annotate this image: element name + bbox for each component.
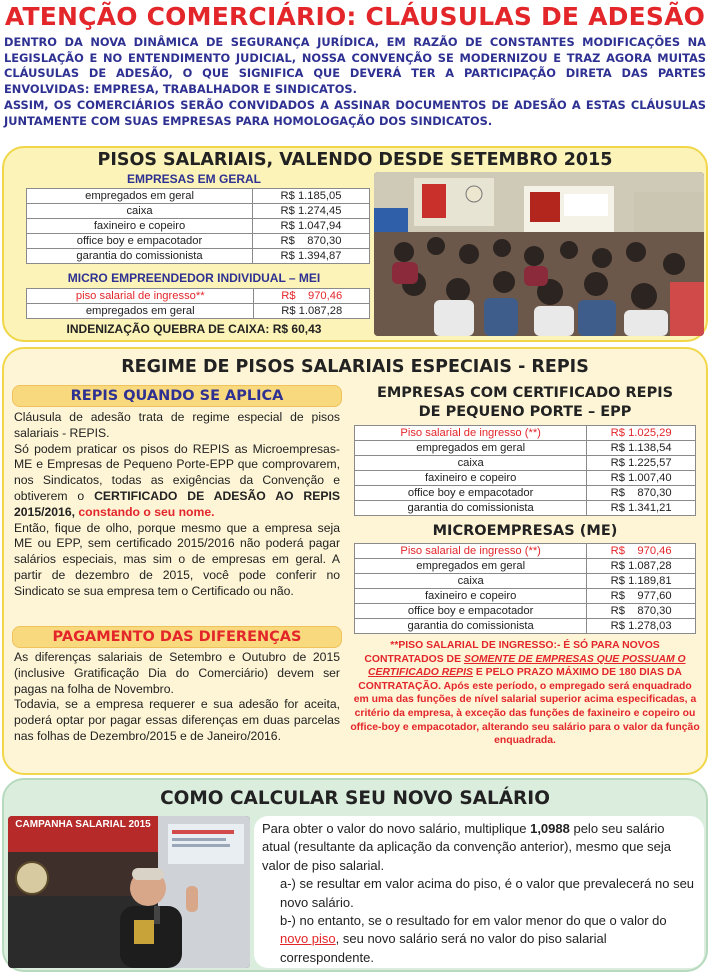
repis-constando: constando o seu nome. [75, 504, 215, 519]
calculo-title: COMO CALCULAR SEU NOVO SALÁRIO [160, 788, 550, 809]
table-row [27, 219, 370, 234]
calculo-text-part: , seu novo salário será no valor do piso salarial correspondente. [280, 931, 607, 965]
assembly-photo-illustration [374, 172, 704, 336]
intro-text [4, 35, 706, 129]
row-value: R$ 1.007,40 [587, 471, 696, 486]
pagamento-heading-text: PAGAMENTO DAS DIFERENÇAS [52, 629, 302, 645]
row-value: R$ 970,46 [587, 544, 696, 559]
note-part: E PELO PRAZO MÁXIMO DE 180 DIAS DA CONTRATAÇÃO. Após este período, o empregado será enquadrado em uma das funções de nível salarial superior acima especificadas, a critério da empresa, à exceção das funções de faxineiro e copeiro ou office-boy e empacotador, alterando seu salário para o valor da função enquadrada. [350, 667, 700, 747]
row-label: empregados em geral [27, 189, 253, 204]
calculo-paragraph [262, 820, 696, 875]
row-value: R$ 1.087,28 [254, 304, 370, 319]
row-label: faxineiro e copeiro [27, 219, 253, 234]
table-row [355, 604, 696, 619]
row-label: garantia do comissionista [355, 619, 587, 634]
row-label: Piso salarial de ingresso (**) [355, 426, 587, 441]
row-value: R$ 1.185,05 [253, 189, 370, 204]
repis-paragraph: Então, fique de olho, porque mesmo que a empresa seja ME ou EPP, sem certificado 2015/2016 não poderá pagar salários especiais, mas sim o de empresas em geral. A partir de dezembro de 2015, você pode conferir no Sindicato se sua empresa tem o Certificado ou não. [14, 520, 340, 598]
table-row [27, 234, 370, 249]
table-row [27, 304, 370, 319]
row-value: R$ 1.087,28 [587, 559, 696, 574]
table-row [355, 426, 696, 441]
page-title: ATENÇÃO COMERCIÁRIO: CLÁUSULAS DE ADESÃO [4, 2, 706, 31]
calculo-text [254, 816, 704, 968]
row-value: R$ 870,30 [587, 604, 696, 619]
calculo-text-part: pelo seu salário atual (resultante da aplicação da convenção anterior), mesmo que seja valor de piso salarial. [262, 821, 672, 873]
table-row [355, 486, 696, 501]
row-value: R$ 977,60 [587, 589, 696, 604]
row-value: R$ 1.394,87 [253, 249, 370, 264]
row-label: caixa [27, 204, 253, 219]
pagamento-heading [12, 626, 342, 648]
repis-title: REGIME DE PISOS SALARIAIS ESPECIAIS - REPIS [121, 357, 589, 377]
row-label: empregados em geral [355, 441, 587, 456]
pisos-title: PISOS SALARIAIS, VALENDO DESDE SETEMBRO 2015 [97, 150, 613, 170]
assembly-photo [374, 172, 704, 336]
note-part: **PISO SALARIAL DE INGRESSO:- É SÓ PARA NOVOS CONTRATADOS DE [364, 640, 660, 665]
row-value: R$ 1.025,29 [587, 426, 696, 441]
calculo-text-part: Para obter o valor do novo salário, multiplique [262, 821, 531, 836]
note-underlined: SOMENTE DE EMPRESAS QUE POSSUAM O CERTIFICADO REPIS [368, 653, 686, 679]
table-row [355, 441, 696, 456]
row-label: office boy e empacotador [355, 486, 587, 501]
row-label: garantia do comissionista [27, 249, 253, 264]
epp-heading-line: EMPRESAS COM CERTIFICADO REPIS [376, 385, 674, 401]
table-row [355, 559, 696, 574]
row-label: office boy e empacotador [27, 234, 253, 249]
repis-certificado: CERTIFICADO DE ADESÃO AO REPIS 2015/2016, [14, 488, 340, 519]
campanha-photo-illustration [8, 816, 250, 968]
row-label: Piso salarial de ingresso (**) [355, 544, 587, 559]
pagamento-text [14, 650, 340, 745]
repis-aplica-heading-text: REPIS QUANDO SE APLICA [70, 388, 284, 404]
row-label: faxineiro e copeiro [355, 589, 587, 604]
repis-paragraph: Cláusula de adesão trata de regime especial de pisos salariais - REPIS. [14, 410, 340, 440]
pagamento-paragraph: Todavia, se a empresa requerer e sua adesão for aceita, poderá optar por pagar essas diferenças em duas parcelas nas folhas de Dezembro/2015 e de Janeiro/2016. [14, 697, 340, 743]
row-value: R$ 1.341,21 [587, 501, 696, 516]
piso-ingresso-note [350, 639, 700, 748]
table-row [355, 501, 696, 516]
mei-heading: MICRO EMPREENDEDOR INDIVIDUAL – MEI [67, 271, 321, 285]
calculo-factor: 1,0988 [530, 821, 570, 836]
row-value: R$ 870,30 [587, 486, 696, 501]
table-row [355, 471, 696, 486]
table-row [355, 544, 696, 559]
row-label: garantia do comissionista [355, 501, 587, 516]
row-label: empregados em geral [355, 559, 587, 574]
epp-table [354, 425, 696, 516]
campanha-photo [8, 816, 250, 968]
campanha-banner-text: CAMPANHA SALARIAL 2015 [15, 819, 151, 830]
row-value: R$ 970,46 [254, 289, 370, 304]
epp-heading-line: DE PEQUENO PORTE – EPP [418, 404, 632, 420]
calculo-paragraph [262, 912, 696, 967]
row-value: R$ 1.189,81 [587, 574, 696, 589]
row-value: R$ 1.274,45 [253, 204, 370, 219]
row-label: piso salarial de ingresso** [27, 289, 254, 304]
row-value: R$ 1.278,03 [587, 619, 696, 634]
indenizacao-quebra-caixa: INDENIZAÇÃO QUEBRA DE CAIXA: R$ 60,43 [66, 322, 322, 336]
row-label: caixa [355, 574, 587, 589]
calculo-text-part: b-) no entanto, se o resultado for em valor menor do que o valor do [280, 913, 667, 929]
table-row [355, 456, 696, 471]
table-row [27, 289, 370, 304]
calculo-paragraph: a-) se resultar em valor acima do piso, é o valor que prevalecerá no seu novo salário. [280, 876, 695, 910]
empresas-geral-table [26, 188, 370, 264]
row-label: office boy e empacotador [355, 604, 587, 619]
epp-heading [350, 384, 700, 422]
row-value: R$ 1.047,94 [253, 219, 370, 234]
row-value: R$ 1.225,57 [587, 456, 696, 471]
repis-aplica-heading [12, 385, 342, 407]
repis-p2-text: Só podem praticar os pisos do REPIS as Microempresas-ME e Empresas de Pequeno Porte-EPP que comprovarem, nos Sindicatos, todas as exigências da Convenção e obtiverem o [14, 441, 340, 503]
intro-paragraph: ASSIM, OS COMERCIÁRIOS SERÃO CONVIDADOS A ASSINAR DOCUMENTOS DE ADESÃO A ESTAS CLÁUSULAS JUNTAMENTE COM SUAS EMPRESAS PARA HOMOLOGAÇÃO DOS SINDICATOS. [4, 97, 706, 128]
pagamento-paragraph: As diferenças salariais de Setembro e Outubro de 2015 (inclusive Gratificação Dia do Comerciário) devem ser pagas na folha de Novembro. [14, 650, 340, 696]
mei-table [26, 288, 370, 319]
table-row [355, 574, 696, 589]
table-row [27, 189, 370, 204]
repis-paragraph [14, 442, 340, 521]
repis-aplica-text [14, 410, 340, 600]
table-row [27, 249, 370, 264]
me-table [354, 543, 696, 634]
row-label: caixa [355, 456, 587, 471]
intro-paragraph: DENTRO DA NOVA DINÂMICA DE SEGURANÇA JURÍDICA, EM RAZÃO DE CONSTANTES MODIFICAÇÕES NA LEGISLAÇÃO E NO ENTENDIMENTO JUDICIAL, NOSSA CONVENÇÃO SE MODERNIZOU E TRAZ AGORA MUITAS CLÁUSULAS DE ADESÃO, O QUE SIGNIFICA QUE DEVERÁ TER A PARTICIPAÇÃO DIRETA DAS PARTES ENVOLVIDAS: EMPRESA, TRABALHADOR E SINDICATOS. [4, 35, 706, 97]
empresas-geral-heading: EMPRESAS EM GERAL [126, 172, 261, 186]
row-value: R$ 1.138,54 [587, 441, 696, 456]
table-row [355, 619, 696, 634]
table-row [355, 589, 696, 604]
row-label: faxineiro e copeiro [355, 471, 587, 486]
row-value: R$ 870,30 [253, 234, 370, 249]
table-row [27, 204, 370, 219]
row-label: empregados em geral [27, 304, 254, 319]
me-heading: MICROEMPRESAS (ME) [432, 523, 618, 539]
novo-piso-link[interactable]: novo piso [280, 931, 336, 947]
